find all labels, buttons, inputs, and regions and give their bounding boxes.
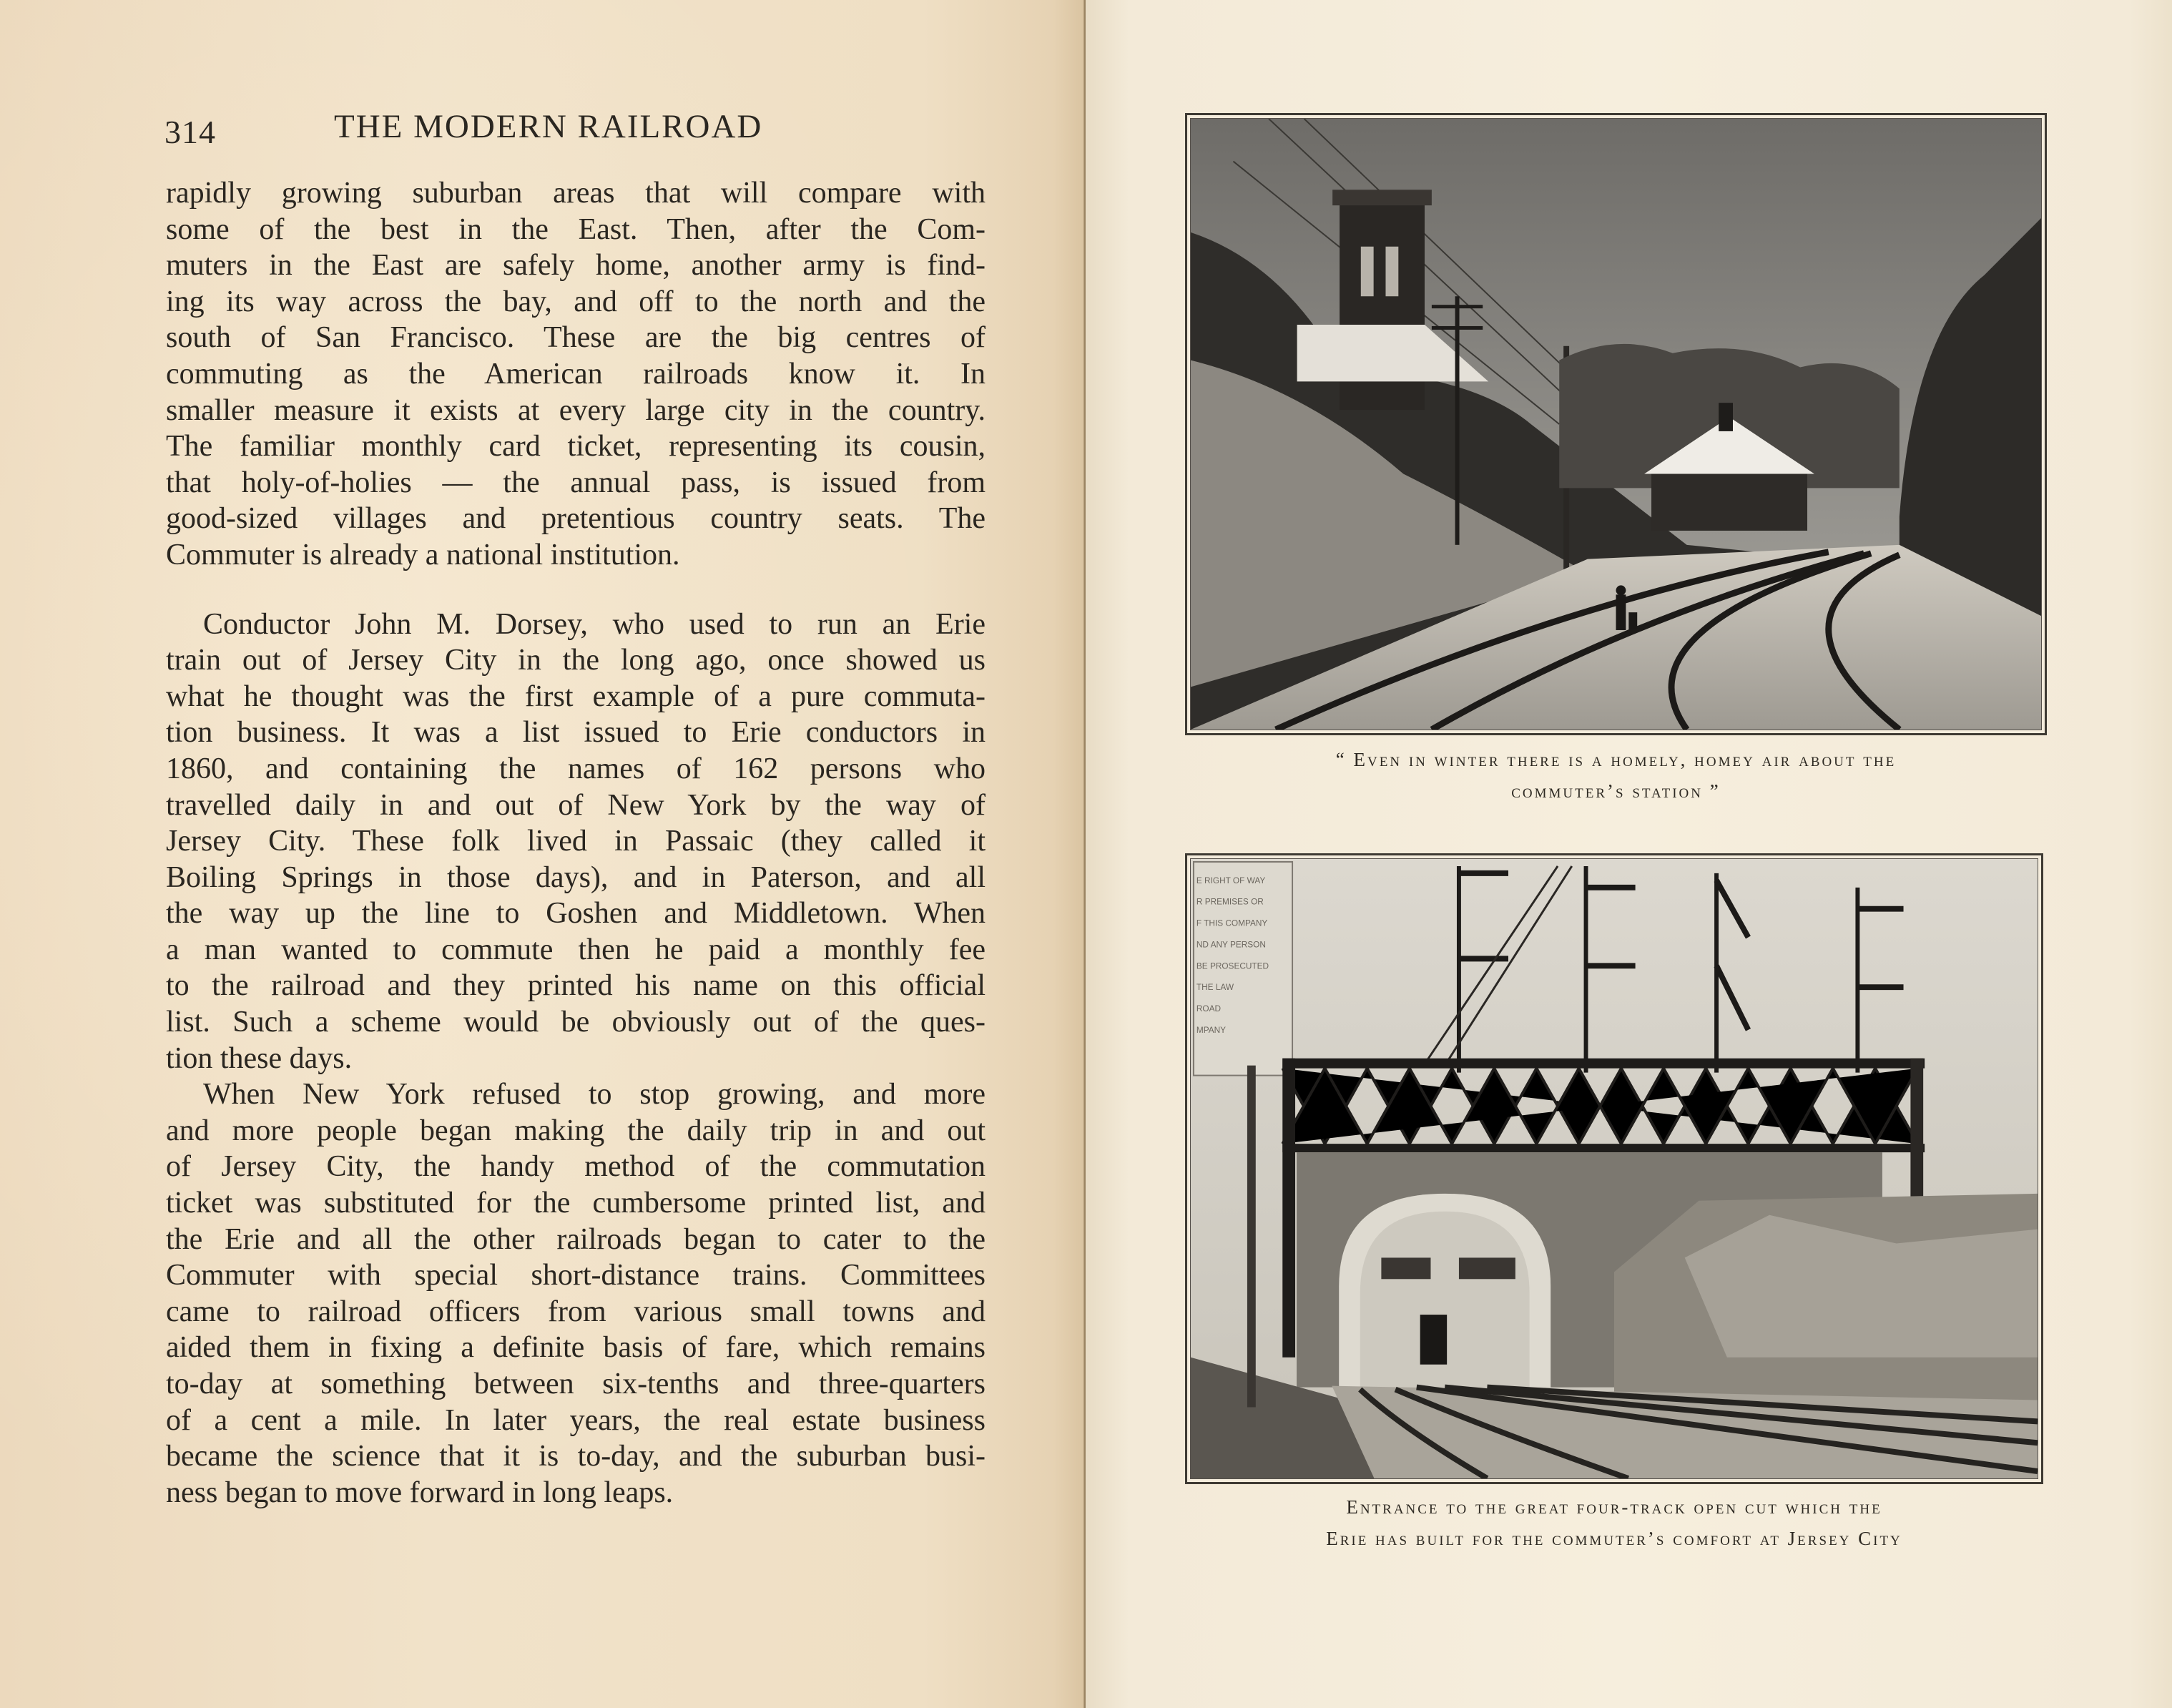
svg-text:F THIS COMPANY: F THIS COMPANY [1196,918,1268,928]
svg-text:E RIGHT OF WAY: E RIGHT OF WAY [1196,875,1266,885]
text-line: Commuter is already a national institution. [166,538,680,571]
svg-text:BE PROSECUTED: BE PROSECUTED [1196,961,1269,971]
text-line: good-sized villages and pretentious country seats. The [166,502,986,536]
text-line: came to railroad officers from various small towns and [166,1295,986,1328]
text-line: tion business. It was a list issued to Erie conductors in [166,716,986,750]
text-line: Conductor John M. Dorsey, who used to run an Erie [203,607,986,641]
text-line: that holy-of-holies — the annual pass, is issued from [166,466,986,499]
text-line: and more people began making the daily trip in and out [166,1114,986,1147]
caption-winter-station [1185,744,2047,807]
caption-line: Erie has built for the commuter’s comfort at Jersey City [1326,1528,1902,1549]
running-head: THE MODERN RAILROAD [334,108,763,145]
text-line: travelled daily in and out of New York by the way of [166,788,986,822]
right-page [1086,0,2172,1708]
caption-line: “ Even in winter there is a homely, homey air about the [1335,749,1897,770]
text-line: train out of Jersey City in the long ago, once showed us [166,644,986,677]
text-line: ticket was substituted for the cumbersome printed list, and [166,1187,986,1220]
text-line: the way up the line to Goshen and Middletown. When [166,897,986,931]
text-line: of Jersey City, the handy method of the commutation [166,1150,986,1184]
text-line: commuting as the American railroads know it. In [166,357,986,391]
body-text [166,175,986,1511]
page-number: 314 [164,114,216,150]
svg-text:R PREMISES OR: R PREMISES OR [1196,896,1264,907]
text-line: aided them in fixing a definite basis of fare, which remains [166,1331,986,1365]
text-line: Jersey City. These folk lived in Passaic (they called it [166,825,986,858]
caption-line: commuter’s station ” [1511,780,1721,802]
text-line: 1860, and containing the names of 162 persons who [166,752,986,785]
svg-text:MPANY: MPANY [1196,1024,1227,1035]
text-line: to the railroad and they printed his name on this official [166,969,986,1003]
text-line: tion these days. [166,1041,353,1075]
text-line: smaller measure it exists at every large city in the country. [166,393,986,427]
text-line: ness began to move forward in long leaps. [166,1476,674,1509]
photo-open-cut-entrance [1185,853,2043,1484]
paragraph-3 [166,1076,986,1511]
paragraph-1 [166,175,986,574]
paragraph-break [166,574,986,607]
caption-open-cut [1185,1491,2043,1554]
text-line: ing its way across the bay, and off to the north and the [166,285,986,318]
svg-text:THE LAW: THE LAW [1196,982,1234,993]
text-line: became the science that it is to-day, and the suburban busi- [166,1440,986,1473]
text-line: The familiar monthly card ticket, representing its cousin, [166,430,986,463]
svg-text:ROAD: ROAD [1196,1003,1222,1014]
winter-station-illustration [1191,119,2041,730]
text-line: the Erie and all the other railroads began to cater to the [166,1222,986,1256]
text-line: Commuter with special short-distance trains. Committees [166,1259,986,1292]
text-line: Boiling Springs in those days), and in Paterson, and all [166,860,986,894]
photo-winter-station [1185,113,2047,735]
text-line: muters in the East are safely home, another army is find- [166,249,986,283]
caption-line: Entrance to the great four-track open cut which the [1346,1496,1882,1518]
text-line: to-day at something between six-tenths and three-quarters [166,1368,986,1400]
text-line: When New York refused to stop growing, and more [203,1078,986,1111]
open-cut-illustration [1191,859,2038,1478]
text-line: rapidly growing suburban areas that will compare with [166,177,986,210]
svg-text:ND ANY PERSON: ND ANY PERSON [1196,939,1266,950]
text-line: what he thought was the first example of a pure commuta- [166,679,986,713]
text-line: south of San Francisco. These are the big centres of [166,321,986,355]
text-line: of a cent a mile. In later years, the real estate business [166,1403,986,1437]
text-line: a man wanted to commute then he paid a monthly fee [166,933,986,966]
text-line: list. Such a scheme would be obviously out of the ques- [166,1006,986,1039]
text-line: some of the best in the East. Then, after the Com- [166,212,986,246]
paragraph-2 [166,607,986,1077]
